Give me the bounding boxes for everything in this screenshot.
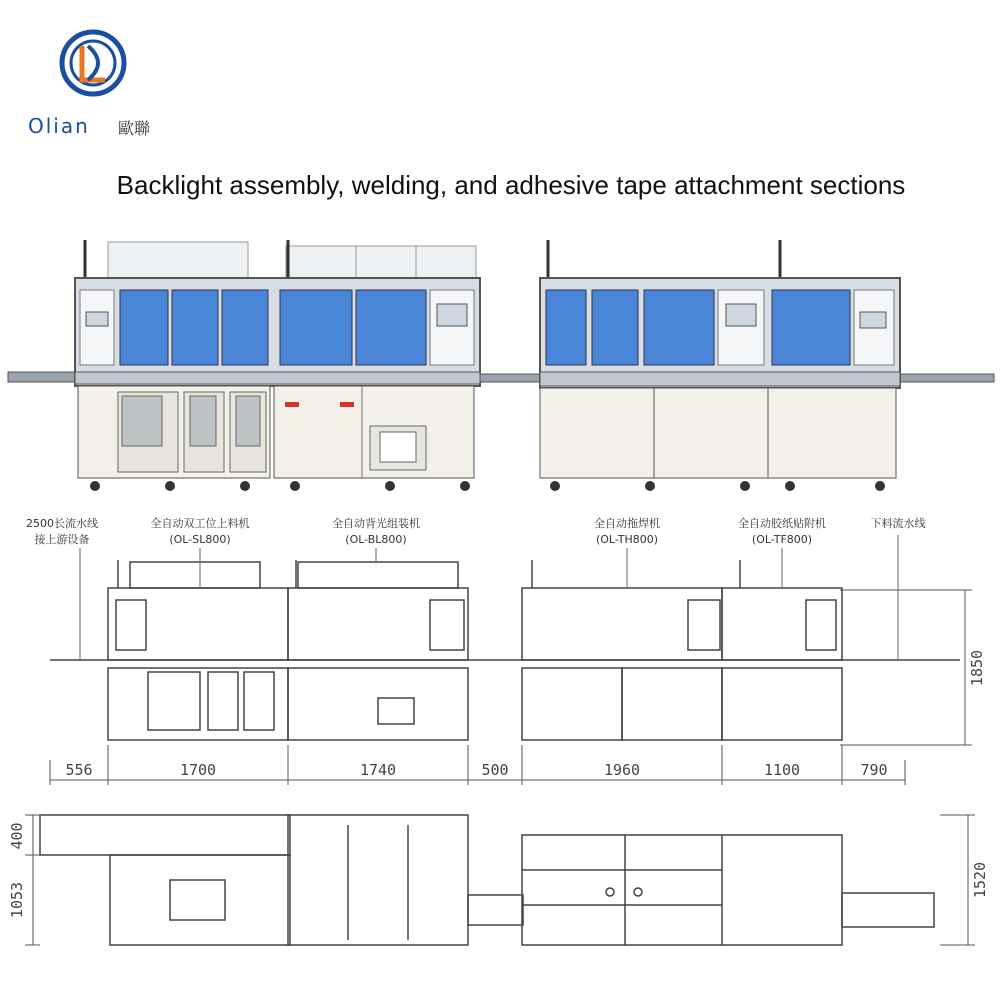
leader-lines	[80, 535, 898, 660]
dim-1960: 1960	[603, 761, 641, 779]
label-tape-model: (OL-TF800)	[751, 533, 813, 546]
label-welding-model: (OL-TH800)	[595, 533, 659, 546]
dim-556: 556	[65, 761, 93, 779]
brand-name-cn: 歐聯	[118, 119, 151, 138]
dimension-line-height	[840, 590, 972, 745]
label-tape: 全自动胶纸贴附机	[738, 517, 826, 530]
brand-name-en: Olian	[28, 114, 90, 138]
dim-1520: 1520	[971, 861, 989, 899]
dim-1850: 1850	[968, 649, 986, 687]
plan-view	[40, 815, 934, 945]
machine-render-left	[8, 240, 480, 491]
label-loader: 全自动双工位上料机	[150, 517, 250, 530]
dim-790: 790	[860, 761, 888, 779]
front-elevation	[50, 560, 960, 740]
dim-1053: 1053	[8, 881, 26, 919]
machine-labels	[26, 516, 926, 546]
label-upstream-line-2: 接上游设备	[34, 533, 90, 546]
dim-400: 400	[8, 822, 26, 850]
label-upstream-line: 2500长流水线	[26, 517, 98, 530]
dim-1740: 1740	[359, 761, 397, 779]
label-welding: 全自动拖焊机	[594, 517, 660, 530]
dim-1100: 1100	[763, 761, 801, 779]
label-downstream: 下料流水线	[870, 517, 926, 530]
label-backlight: 全自动背光组装机	[332, 517, 420, 530]
dim-1700: 1700	[179, 761, 217, 779]
machine-render-right	[480, 240, 994, 491]
dim-500: 500	[481, 761, 509, 779]
label-backlight-model: (OL-BL800)	[345, 533, 407, 546]
label-loader-model: (OL-SL800)	[169, 533, 231, 546]
page-title: Backlight assembly, welding, and adhesive tape attachment sections	[116, 170, 906, 200]
